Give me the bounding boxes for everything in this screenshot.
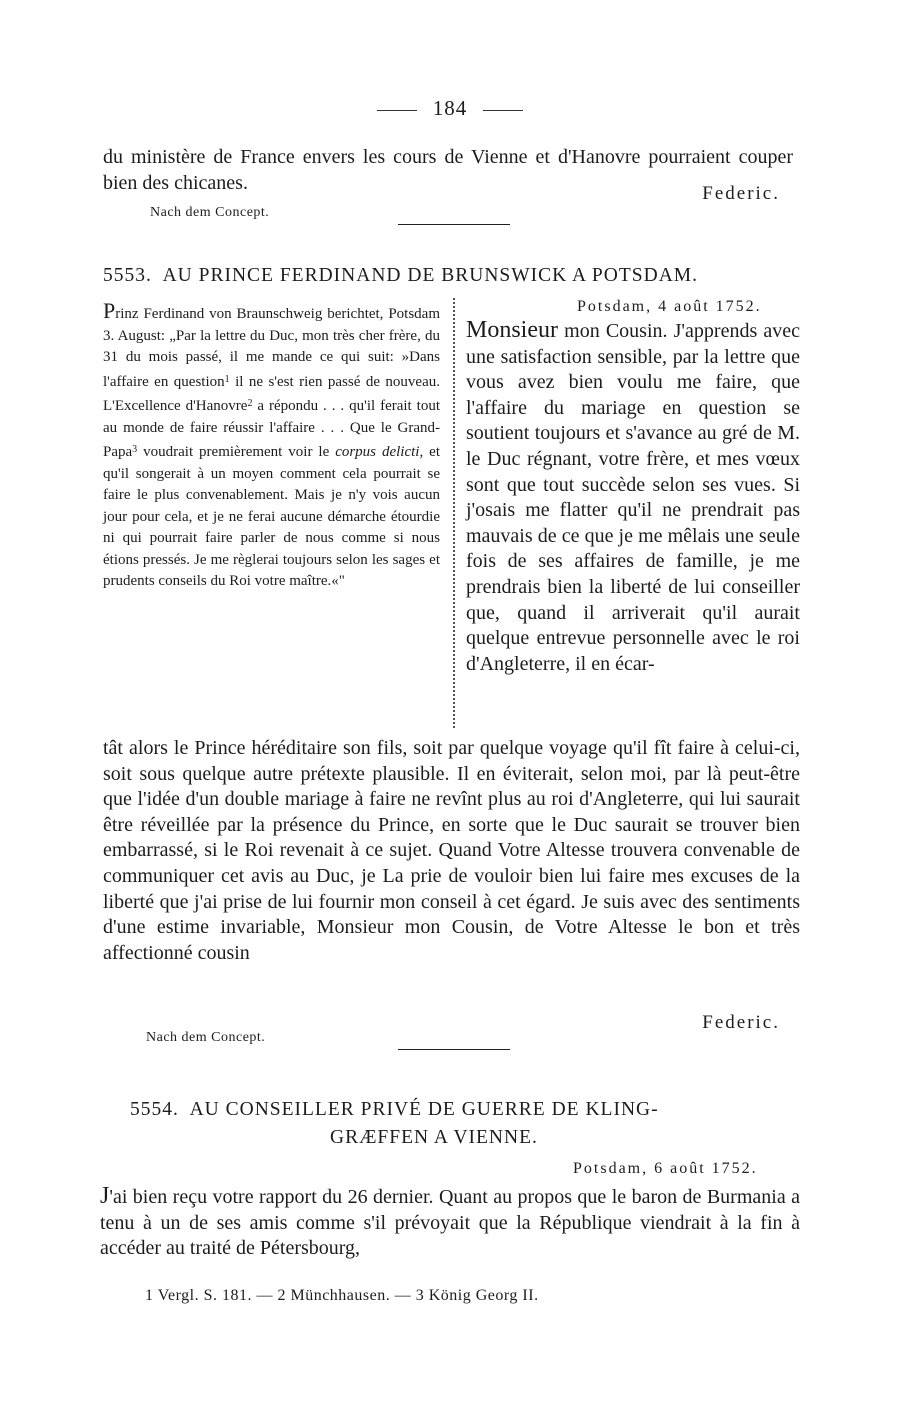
drop-letter: J xyxy=(100,1183,110,1209)
page-number: 184 xyxy=(432,96,468,120)
note-text: rinz Ferdinand von Braunschweig berichtet, Potsdam 3. August: „Par la lettre du Duc, mon très cher frère, du 31 du mois passé, il me mande ce qui suit: »Dans l'affaire en question xyxy=(103,306,440,390)
letter-5554-text xyxy=(100,1184,800,1262)
letter-5554-heading-line2: GRÆFFEN A VIENNE. xyxy=(330,1127,538,1148)
column-divider xyxy=(453,298,455,728)
separator-rule xyxy=(398,1049,510,1050)
footnotes: 1 Vergl. S. 181. — 2 Münchhausen. — 3 König Georg II. xyxy=(145,1287,539,1304)
carryover-source-note: Nach dem Concept. xyxy=(150,205,270,220)
note-text: voudrait premièrement voir le xyxy=(137,444,336,460)
footnote-ref: 3 xyxy=(132,444,138,455)
footnote-ref: 2 xyxy=(247,398,253,409)
letter-5553-full-text: tât alors le Prince héréditaire son fils, soit par quelque voyage qu'il fît faire à celui-ci, soit sous quelque autre prétexte plausible. Il en éviterait, selon moi, par là peut-être que l'idée d'un double mariage à faire ne revînt plus au roi d'Angleterre, qui lui saurait être réveillée par la présence du Prince, en sorte que le Duc saurait se trouver bien embarrassé, si le Roi revenait à ce sujet. Quand Votre Altesse trouvera convenable de communiquer cet avis au Duc, je La prie de vouloir bien lui faire mes excuses de la liberté que j'ai prise de lui fournir mon conseil à cet égard. Je suis avec des sentiments d'une estime invariable, Monsieur mon Cousin, de Votre Altesse le bon et très affectionné cousin xyxy=(103,737,800,964)
letter-text: mon Cousin. J'apprends avec une satisfaction sensible, par la lettre que vous avez bien voulu me faire, que l'affaire du mariage en question se soutient toujours et s'avance au gré de M. le Duc régnant, votre frère, et mes vœux sont que tout succède selon ses vues. Si j'osais me flatter qu'il ne prendrait pas mauvais de ce que je me mêlais une seule fois de ses affaires de famille, je me prendrais bien la liberté de lui conseiller que, quand il arriverait qu'il aurait quelque entrevue personnelle avec le roi d'Angleterre, il en écar- xyxy=(466,320,800,675)
note-text: a répondu . . . qu'il ferait tout au monde de faire réussir l'affaire . . . Que le Grand-Papa xyxy=(103,398,440,460)
letter-5553-source-note: Nach dem Concept. xyxy=(146,1030,266,1045)
carryover-signature: Federic. xyxy=(702,183,780,204)
footnote-ref: 1 xyxy=(224,373,230,385)
opening-word: Monsieur xyxy=(466,317,558,343)
letter-5553-signature: Federic. xyxy=(702,1012,780,1033)
letter-title: AU PRINCE FERDINAND DE BRUNSWICK A POTSDAM. xyxy=(162,265,698,286)
separator-rule xyxy=(398,224,510,225)
header-rule-right xyxy=(483,110,523,111)
note-text: , et qu'il songerait à un moyen comment cela pourrait se faire le plus convenablement. Mais je n'y vois aucun jour pour cela, et je ne ferai aucune démarche étourdie ni qui pourrait faire parler de nous comme si nous étions pressés. Je me règlerai toujours selon les sages et prudents conseils du Roi votre maître.«" xyxy=(103,444,440,589)
page-header xyxy=(0,96,900,121)
letter-number: 5554. xyxy=(130,1099,179,1120)
letter-5553-heading xyxy=(103,262,800,290)
letter-number: 5553. xyxy=(103,265,152,286)
note-italic: corpus delicti xyxy=(335,444,420,460)
note-text: il ne s'est rien passé de nouveau. L'Excellence d'Hanovre xyxy=(103,373,441,414)
drop-letter: P xyxy=(103,298,116,323)
carryover-paragraph xyxy=(103,144,800,196)
letter-text: 'ai bien reçu votre rapport du 26 dernier. Quant au propos que le baron de Burmania a tenu à un de ses amis comme s'il prévoyait que la République viendrait à la fin à accéder au traité de Pétersbourg, xyxy=(100,1186,800,1260)
letter-5553-dateline: Potsdam, 4 août 1752. xyxy=(577,298,762,315)
header-rule-left xyxy=(377,110,417,111)
carryover-text: du ministère de France envers les cours de Vienne et d'Hanovre pourraient couper bien des chicanes. xyxy=(103,146,793,194)
letter-5554-dateline: Potsdam, 6 août 1752. xyxy=(573,1160,758,1177)
letter-5553-column-text xyxy=(466,318,800,677)
letter-title-line1: AU CONSEILLER PRIVÉ DE GUERRE DE KLING- xyxy=(189,1099,659,1120)
letter-5554-heading xyxy=(130,1096,810,1124)
letter-5553-note-column xyxy=(103,300,440,593)
